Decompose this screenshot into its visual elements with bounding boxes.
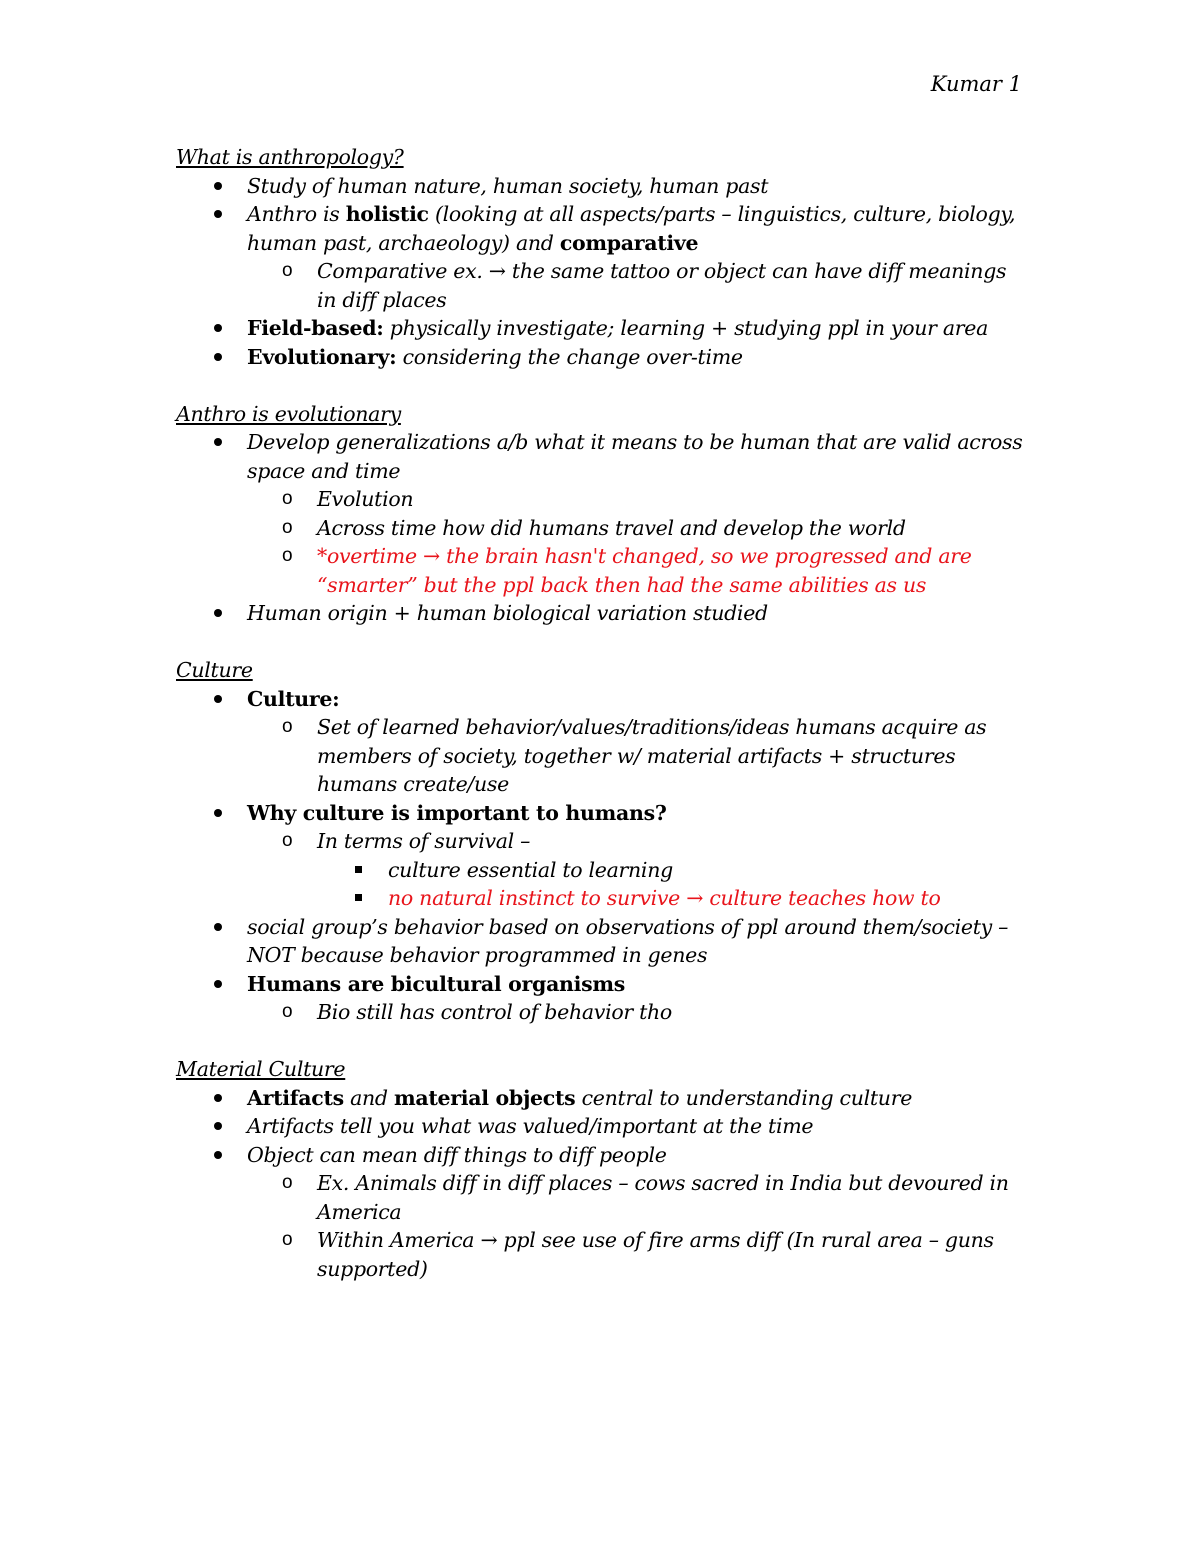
sub-list-item <box>176 257 1026 314</box>
square-bullet-icon <box>355 866 362 873</box>
bold-term: Evolutionary: <box>247 344 397 369</box>
arrow-icon: → <box>480 1228 498 1252</box>
arrow-icon: → <box>686 886 704 910</box>
bullet-icon <box>214 809 222 817</box>
bullet-icon <box>214 1151 222 1159</box>
list-item <box>176 1112 1026 1141</box>
bullet-icon <box>214 923 222 931</box>
item-text: Across time how did humans travel and develop the world <box>317 515 906 540</box>
circle-bullet-icon: o <box>282 1001 293 1022</box>
section-what-is-anthropology <box>176 143 1026 371</box>
circle-bullet-icon: o <box>282 516 293 538</box>
bullet-icon <box>214 1122 222 1130</box>
item-text: considering the change over-time <box>396 344 743 369</box>
arrow-icon: → <box>423 544 440 568</box>
item-text: In terms of survival – <box>317 829 531 853</box>
bullet-list <box>176 1084 1026 1284</box>
circle-bullet-icon: o <box>282 1172 293 1193</box>
bullet-icon <box>214 324 222 332</box>
bullet-list <box>176 685 1026 1027</box>
bullet-icon <box>214 695 222 703</box>
bold-term: Artifacts <box>247 1085 344 1110</box>
sub-list-item-highlight <box>176 542 1026 599</box>
bullet-icon <box>214 182 222 190</box>
item-text: Study of human nature, human society, human past <box>247 173 769 198</box>
list-item <box>176 913 1026 970</box>
bullet-icon <box>214 1094 222 1102</box>
list-item <box>176 1141 1026 1170</box>
circle-bullet-icon: o <box>282 545 293 566</box>
section-heading: Anthro is evolutionary <box>176 401 401 426</box>
bold-term: Culture: <box>247 686 340 711</box>
bullet-icon <box>214 980 222 988</box>
item-text: social group’s behavior based on observations of ppl around them/society – NOT because behavior programmed in genes <box>247 914 1009 967</box>
item-text: culture essential to learning <box>388 857 673 882</box>
item-text: Evolution <box>317 487 414 511</box>
item-text: central to understanding culture <box>575 1085 913 1110</box>
circle-bullet-icon: o <box>282 260 293 281</box>
section-heading: Culture <box>176 658 253 682</box>
section-heading: Material Culture <box>176 1057 346 1081</box>
sub-list-item <box>176 713 1026 799</box>
bold-term: holistic <box>345 202 429 226</box>
item-text: Develop generalizations a/b what it means to be human that are valid across space and time <box>247 430 1023 483</box>
notes-body <box>176 143 1026 1312</box>
item-text: (looking at all aspects/parts – linguistics, culture, biology, human past, archaeology) and <box>247 202 1016 255</box>
section-heading: What is anthropology? <box>176 145 404 169</box>
item-text: the same tattoo or object can have diff meanings in diff places <box>317 259 1007 312</box>
sub-list-item <box>176 998 1026 1027</box>
item-text: Object can mean diff things to diff people <box>247 1142 667 1167</box>
section-material-culture <box>176 1055 1026 1283</box>
sub-list-item <box>176 827 1026 856</box>
sub-list-item <box>176 485 1026 514</box>
item-text: culture teaches how to <box>703 886 941 910</box>
sub-list-item <box>176 1226 1026 1283</box>
item-text: Bio still has control of behavior tho <box>317 1000 672 1024</box>
bullet-icon <box>214 609 222 617</box>
list-item <box>176 172 1026 201</box>
item-text: Within America <box>317 1228 481 1252</box>
item-text: no natural instinct to survive <box>388 886 687 910</box>
sub-list-item <box>176 514 1026 543</box>
bold-term: Humans are bicultural organisms <box>247 971 626 996</box>
circle-bullet-icon: o <box>282 716 293 737</box>
section-anthro-is-evolutionary <box>176 400 1026 628</box>
square-bullet-icon <box>355 894 362 901</box>
bullet-list <box>176 428 1026 628</box>
list-item <box>176 343 1026 372</box>
list-item <box>176 970 1026 999</box>
item-text: ppl see use of fire arms diff (In rural area – guns supported) <box>317 1228 994 1281</box>
bullet-icon <box>214 438 222 446</box>
item-text: the brain hasn't changed, so we progressed and are “smarter” but the ppl back then had the same abilities as us <box>317 544 972 597</box>
bold-term: comparative <box>559 230 699 255</box>
sub-sub-list-item <box>176 856 1026 885</box>
section-culture <box>176 656 1026 1027</box>
bullet-list <box>176 172 1026 372</box>
list-item <box>176 599 1026 628</box>
circle-bullet-icon: o <box>282 488 293 509</box>
list-item <box>176 428 1026 485</box>
bold-term: Why culture is important to humans? <box>247 800 667 825</box>
arrow-icon: → <box>488 259 506 283</box>
item-text: Set of learned behavior/values/traditions/ideas humans acquire as members of society, together w/ material artifacts + structures humans create/use <box>317 715 987 796</box>
list-item <box>176 685 1026 714</box>
sub-list-item <box>176 1169 1026 1226</box>
item-text: Human origin + human biological variation studied <box>247 601 768 625</box>
item-text: Comparative ex. <box>317 259 489 283</box>
item-text: Artifacts tell you what was valued/important at the time <box>247 1114 814 1138</box>
bullet-icon <box>214 353 222 361</box>
list-item <box>176 314 1026 343</box>
list-item <box>176 200 1026 257</box>
item-text: Anthro is <box>247 202 346 226</box>
circle-bullet-icon: o <box>282 830 293 851</box>
list-item <box>176 799 1026 828</box>
bold-term: material objects <box>393 1085 576 1110</box>
list-item <box>176 1084 1026 1113</box>
circle-bullet-icon: o <box>282 1229 293 1250</box>
bullet-icon <box>214 210 222 218</box>
item-text: Ex. Animals diff in diff places – cows sacred in India but devoured in America <box>317 1171 1009 1224</box>
item-text: and <box>343 1085 394 1110</box>
item-text: *overtime <box>317 544 423 568</box>
page-header: Kumar 1 <box>930 72 1022 96</box>
sub-sub-list-item-highlight <box>176 884 1026 913</box>
item-text: physically investigate; learning + studying ppl in your area <box>383 316 989 340</box>
bold-term: Field-based: <box>247 316 384 340</box>
